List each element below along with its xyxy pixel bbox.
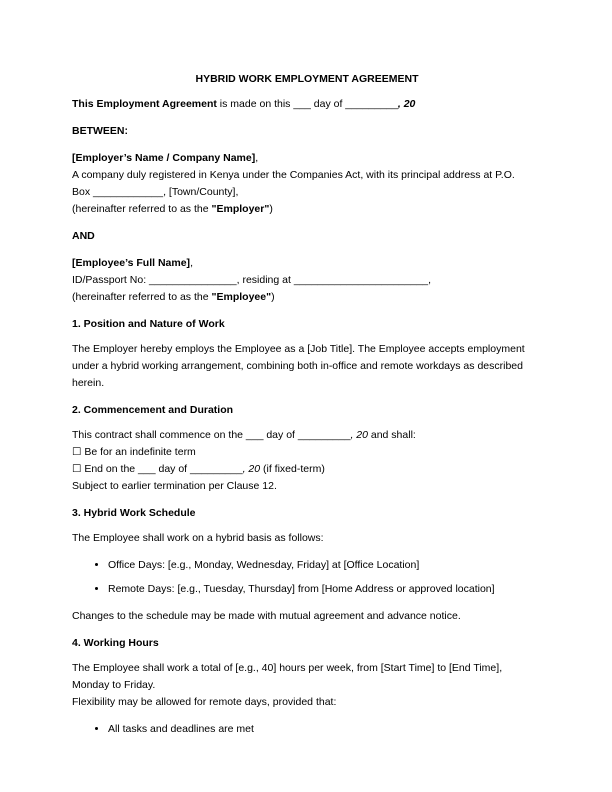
section3-list: [72, 557, 542, 598]
section2-option2-pre: ☐ End on the ___ day of _________: [72, 463, 243, 475]
employee-ref-prefix: (hereinafter referred to as the: [72, 291, 212, 303]
employer-name: [Employer’s Name / Company Name]: [72, 152, 256, 164]
section4-line3: Flexibility may be allowed for remote days, provided that:: [72, 696, 337, 708]
section4-body: [72, 660, 542, 711]
section2-line1-year: , 20: [350, 429, 368, 441]
employer-block: [72, 150, 542, 218]
section2-line1-post: and shall:: [367, 429, 416, 441]
document-title: HYBRID WORK EMPLOYMENT AGREEMENT: [195, 73, 419, 85]
intro-year: , 20: [397, 98, 416, 110]
section2-line1-pre: This contract shall commence on the ___ day of _________: [72, 429, 351, 441]
section1-body: The Employer hereby employs the Employee as a [Job Title]. The Employee accepts employment under a hybrid working arrangement, combining both in-office and remote workdays as described herein.: [72, 343, 525, 389]
employer-ref-term: "Employer": [211, 203, 270, 215]
employee-ref-term: "Employee": [211, 291, 272, 303]
intro-text: is made on this ___ day of _________: [216, 98, 398, 110]
section4-line2: Monday to Friday.: [72, 679, 156, 691]
section2-option2-post: (if fixed-term): [260, 463, 325, 475]
section4-heading: 4. Working Hours: [72, 637, 159, 649]
section2-option2-year: , 20: [242, 463, 261, 475]
document-page: [72, 72, 542, 748]
employer-ref-suffix: ): [269, 203, 273, 215]
section1-heading: 1. Position and Nature of Work: [72, 318, 225, 330]
section2-option-indefinite: ☐ Be for an indefinite term: [72, 446, 196, 458]
between-label: BETWEEN:: [72, 125, 128, 137]
employee-name: [Employee’s Full Name]: [72, 257, 191, 269]
section4-list: [72, 721, 542, 738]
section2-heading: 2. Commencement and Duration: [72, 404, 234, 416]
section4-line1: The Employee shall work a total of [e.g., 40] hours per week, from [Start Time] to [End Time],: [72, 662, 503, 674]
employee-block: [72, 255, 542, 306]
employee-name-suffix: ,: [190, 257, 193, 269]
list-item: • All tasks and deadlines are met: [108, 721, 542, 738]
section3-heading: 3. Hybrid Work Schedule: [72, 507, 196, 519]
section3-footer: Changes to the schedule may be made with mutual agreement and advance notice.: [72, 610, 461, 622]
employer-name-suffix: ,: [255, 152, 259, 164]
and-label: AND: [72, 230, 95, 242]
intro-lead: This Employment Agreement: [72, 98, 217, 110]
section2-line-end: Subject to earlier termination per Clause 12.: [72, 480, 277, 492]
employer-line1: A company duly registered in Kenya under the Companies Act, with its principal address at P.O.: [72, 169, 515, 181]
intro-paragraph: [72, 96, 542, 113]
employee-line1: ID/Passport No: _______________, residing at _______________________,: [72, 274, 432, 286]
list-item: • Remote Days: [e.g., Tuesday, Thursday] from [Home Address or approved location]: [108, 581, 542, 598]
employee-ref-suffix: ): [271, 291, 275, 303]
employer-line2: Box ____________, [Town/County],: [72, 186, 239, 198]
list-item: • Office Days: [e.g., Monday, Wednesday, Friday] at [Office Location]: [108, 557, 542, 574]
section2-body: [72, 427, 542, 495]
section3-intro: The Employee shall work on a hybrid basis as follows:: [72, 532, 324, 544]
employer-ref-prefix: (hereinafter referred to as the: [72, 203, 212, 215]
